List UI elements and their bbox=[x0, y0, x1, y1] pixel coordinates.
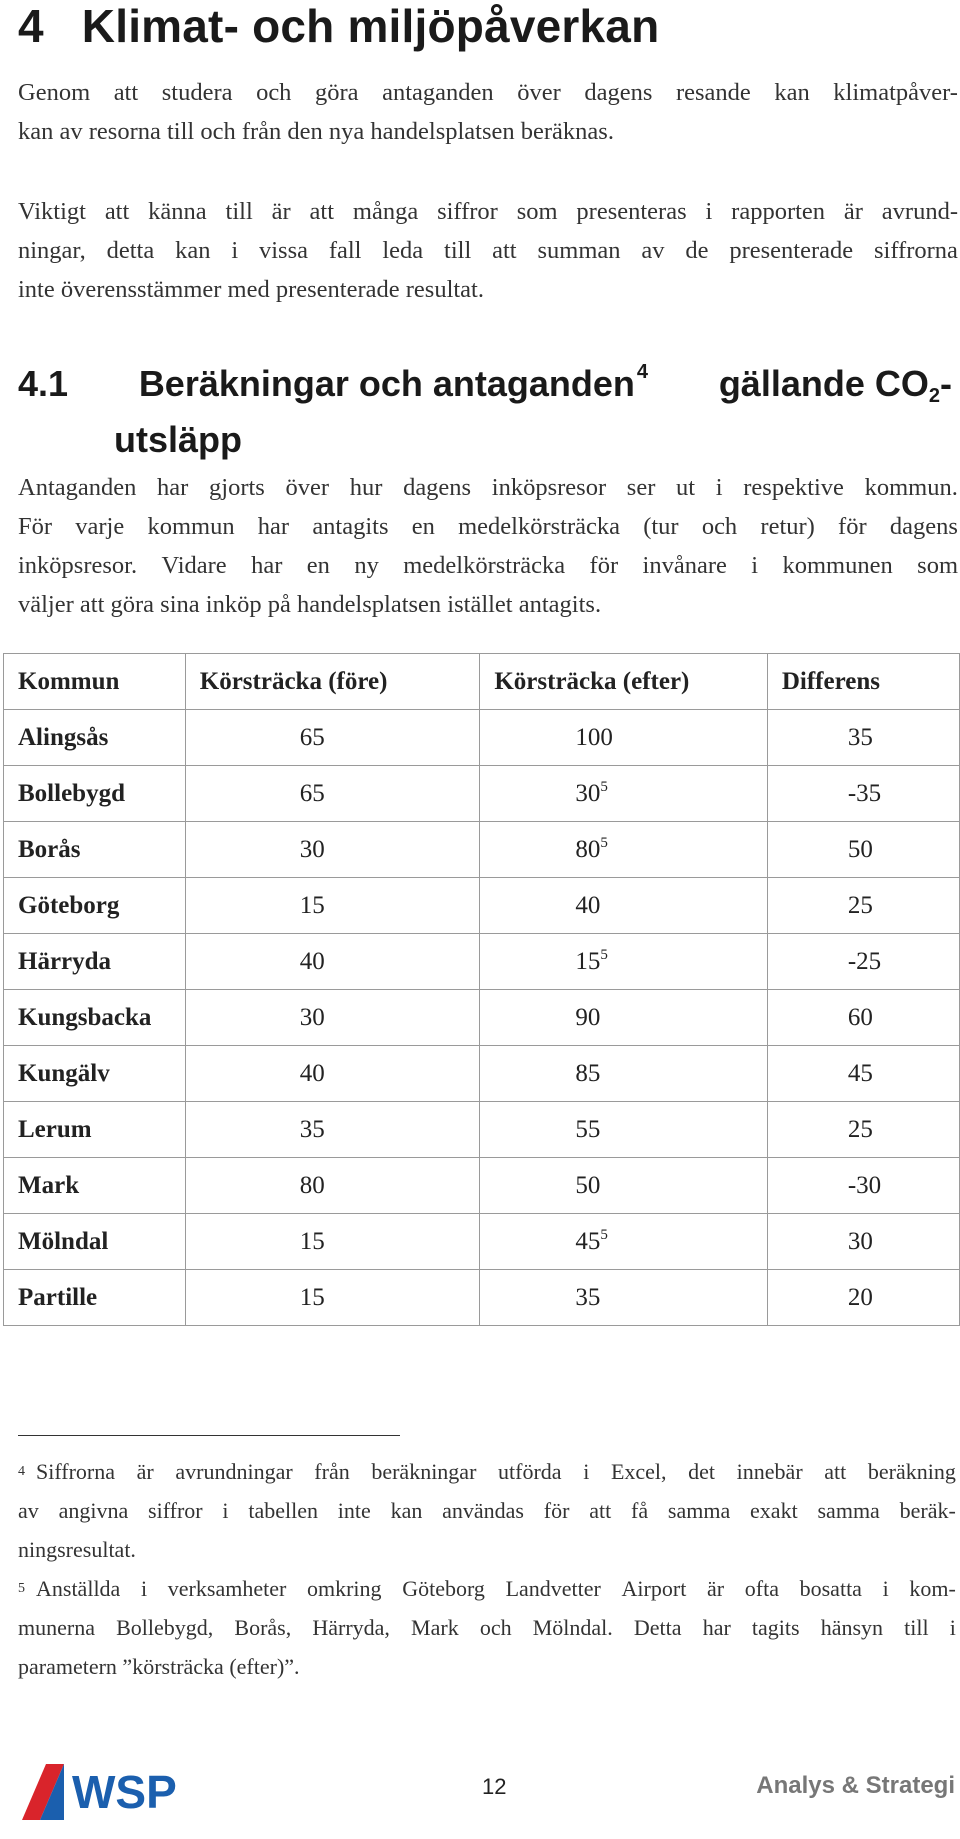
cell-kommun: Kungsbacka bbox=[4, 990, 186, 1046]
table-row bbox=[4, 822, 960, 878]
cell-korstracka-fore: 15 bbox=[185, 1270, 480, 1326]
table-row bbox=[4, 990, 960, 1046]
footnote-4-text bbox=[18, 1452, 956, 1569]
cell-differens: 25 bbox=[767, 1102, 959, 1158]
section-heading bbox=[18, 350, 952, 462]
table-header-row bbox=[4, 654, 960, 710]
section-title-part-2: gällande $CO_2-$ bbox=[718, 363, 952, 407]
cell-korstracka-efter: $15^5$ bbox=[480, 934, 767, 990]
header-korstracka-fore: Körsträcka (före) bbox=[185, 654, 480, 710]
cell-korstracka-fore: 35 bbox=[185, 1102, 480, 1158]
table-body bbox=[4, 710, 960, 1326]
cell-korstracka-fore: 30 bbox=[185, 990, 480, 1046]
footnote-4-text-line-3: ningsresultat. bbox=[18, 1537, 136, 1562]
cell-kommun: Mölndal bbox=[4, 1214, 186, 1270]
footnote-ref-5[interactable]: 5 bbox=[600, 835, 608, 851]
cell-kommun: Lerum bbox=[4, 1102, 186, 1158]
cell-korstracka-fore: 65 bbox=[185, 710, 480, 766]
cell-korstracka-fore: 40 bbox=[185, 934, 480, 990]
cell-korstracka-fore: 30 bbox=[185, 822, 480, 878]
cell-korstracka-efter: 35 bbox=[480, 1270, 767, 1326]
assumptions-paragraph bbox=[18, 468, 958, 624]
cell-korstracka-fore: 40 bbox=[185, 1046, 480, 1102]
rounding-note-line-3: inte överensstämmer med presenterade resultat. bbox=[18, 276, 484, 303]
footnote-4-text-line-2: av angivna siffror i tabellen inte kan användas för att få samma exakt samma beräk- bbox=[18, 1498, 956, 1523]
footnote-ref-5[interactable]: 5 bbox=[600, 779, 608, 795]
header-differens: Differens bbox=[767, 654, 959, 710]
footnote-ref-5[interactable]: 5 bbox=[600, 947, 608, 963]
cell-differens: -25 bbox=[767, 934, 959, 990]
page-number: 12 bbox=[482, 1774, 507, 1799]
footnote-4-text-line-1: Siffrorna är avrundningar från beräkningar utförda i Excel, det innebär att beräkning bbox=[36, 1459, 956, 1484]
section-heading-line-2: utsläpp bbox=[114, 419, 243, 460]
intro-paragraph bbox=[18, 73, 958, 151]
chapter-heading bbox=[18, 0, 659, 52]
cell-differens: 20 bbox=[767, 1270, 959, 1326]
footnote-ref-5[interactable]: 5 bbox=[600, 1227, 608, 1243]
table-row bbox=[4, 934, 960, 990]
cell-korstracka-efter: 100 bbox=[480, 710, 767, 766]
intro-line-1: Genom att studera och göra antaganden över dagens resande kan klimatpåver- bbox=[18, 79, 958, 106]
cell-korstracka-efter: $30^5$ bbox=[480, 766, 767, 822]
section-heading-line-1 bbox=[18, 350, 952, 418]
rounding-note-line-2: ningar, detta kan i vissa fall leda till att summan av de presenterade siffrorna bbox=[18, 237, 958, 264]
rounding-note-line-1: Viktigt att känna till är att många siffror som presenteras i rapporten är avrund- bbox=[18, 198, 958, 225]
assumptions-line-2: För varje kommun har antagits en medelkörsträcka (tur och retur) för dagens bbox=[18, 513, 958, 540]
cell-korstracka-efter: $80^5$ bbox=[480, 822, 767, 878]
cell-kommun: Kungälv bbox=[4, 1046, 186, 1102]
section-number: 4.1 bbox=[18, 363, 69, 404]
chapter-number: 4 bbox=[18, 0, 44, 52]
section-title-part-1: Beräkningar och antaganden $^4$ bbox=[138, 361, 649, 404]
footnote-5-marker: 5 bbox=[18, 1581, 25, 1596]
assumptions-line-1: Antaganden har gjorts över hur dagens inköpsresor ser ut i respektive kommun. bbox=[18, 474, 958, 501]
rounding-note-paragraph bbox=[18, 192, 958, 309]
assumptions-line-3: inköpsresor. Vidare har en ny medelkörsträcka för invånare i kommunen som bbox=[18, 552, 958, 579]
footnote-5-line-2: munerna Bollebygd, Borås, Härryda, Mark och Mölndal. Detta har tagits hänsyn till i bbox=[18, 1615, 956, 1640]
table-row bbox=[4, 1102, 960, 1158]
header-kommun: Kommun bbox=[4, 654, 186, 710]
wsp-logo-icon bbox=[20, 1758, 210, 1822]
cell-korstracka-fore: 15 bbox=[185, 1214, 480, 1270]
cell-korstracka-fore: 15 bbox=[185, 878, 480, 934]
cell-kommun: Bollebygd bbox=[4, 766, 186, 822]
logo-text: WSP bbox=[72, 1766, 177, 1818]
footnote-ref-4[interactable]: 4 bbox=[636, 361, 649, 383]
footnote-separator bbox=[18, 1435, 400, 1436]
page-footer bbox=[0, 1758, 960, 1828]
cell-kommun: Mark bbox=[4, 1158, 186, 1214]
cell-korstracka-efter: 50 bbox=[480, 1158, 767, 1214]
assumptions-line-4: väljer att göra sina inköp på handelsplatsen istället antagits. bbox=[18, 591, 602, 618]
cell-differens: 60 bbox=[767, 990, 959, 1046]
intro-line-2: kan av resorna till och från den nya handelsplatsen beräknas. bbox=[18, 118, 614, 145]
table-row bbox=[4, 1158, 960, 1214]
table-row bbox=[4, 1214, 960, 1270]
chapter-title: Klimat- och miljöpåverkan bbox=[81, 0, 660, 52]
table-row bbox=[4, 878, 960, 934]
footnote-5-line-1: Anställda i verksamheter omkring Göteborg Landvetter Airport är ofta bosatta i kom- bbox=[36, 1576, 956, 1601]
table-row bbox=[4, 710, 960, 766]
cell-differens: 50 bbox=[767, 822, 959, 878]
cell-differens: -35 bbox=[767, 766, 959, 822]
header-korstracka-efter: Körsträcka (efter) bbox=[480, 654, 767, 710]
cell-korstracka-fore: 65 bbox=[185, 766, 480, 822]
footnote-5 bbox=[18, 1569, 956, 1686]
cell-kommun: Göteborg bbox=[4, 878, 186, 934]
co2-subscript: 2 bbox=[928, 385, 940, 407]
cell-kommun: Härryda bbox=[4, 934, 186, 990]
cell-kommun: Partille bbox=[4, 1270, 186, 1326]
cell-korstracka-fore: 80 bbox=[185, 1158, 480, 1214]
cell-kommun: Alingsås bbox=[4, 710, 186, 766]
cell-differens: 45 bbox=[767, 1046, 959, 1102]
cell-korstracka-efter: 55 bbox=[480, 1102, 767, 1158]
cell-korstracka-efter: 85 bbox=[480, 1046, 767, 1102]
table-row bbox=[4, 766, 960, 822]
driving-distance-table bbox=[3, 653, 960, 1326]
cell-differens: -30 bbox=[767, 1158, 959, 1214]
cell-korstracka-efter: $45^5$ bbox=[480, 1214, 767, 1270]
cell-differens: 35 bbox=[767, 710, 959, 766]
cell-differens: 30 bbox=[767, 1214, 959, 1270]
cell-kommun: Borås bbox=[4, 822, 186, 878]
brand-label: Analys & Strategi bbox=[756, 1772, 955, 1799]
cell-korstracka-efter: 40 bbox=[480, 878, 767, 934]
footnote-4-marker: 4 bbox=[18, 1464, 25, 1479]
cell-differens: 25 bbox=[767, 878, 959, 934]
table-row bbox=[4, 1046, 960, 1102]
footnote-5-line-3: parametern ”körsträcka (efter)”. bbox=[18, 1654, 300, 1679]
table-row bbox=[4, 1270, 960, 1326]
cell-korstracka-efter: 90 bbox=[480, 990, 767, 1046]
